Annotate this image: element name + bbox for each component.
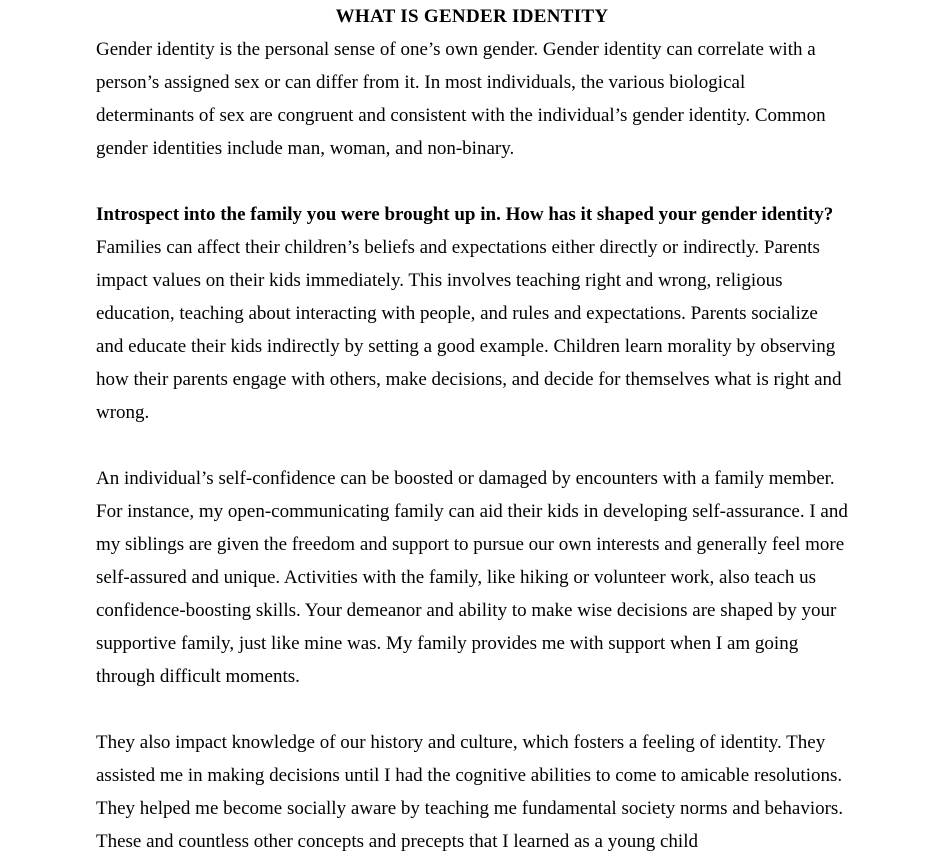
document-title: WHAT IS GENDER IDENTITY <box>335 6 609 27</box>
document-content <box>96 0 848 858</box>
paragraph-gender-identity-definition: Gender identity is the personal sense of one’s own gender. Gender identity can correlate with a person’s assigned sex or can differ from it. In most individuals, the various biological determinants of sex are congruent and consistent with the individual’s gender identity. Common gender identities include man, woman, and non-binary. <box>96 39 826 159</box>
paragraph-self-confidence: An individual’s self-confidence can be boosted or damaged by encounters with a family member. For instance, my open-communicating family can aid their kids in developing self-assurance. I and my siblings are given the freedom and support to pursue our own interests and generally feel more self-assured and unique. Activities with the family, like hiking or volunteer work, also teach us confidence-boosting skills. Your demeanor and ability to make wise decisions are shaped by your supportive family, just like mine was. My family provides me with support when I am going through difficult moments. <box>96 468 848 687</box>
section-heading-family-introspection: Introspect into the family you were brought up in. How has it shaped your gender identity? <box>96 204 834 225</box>
paragraph-history-culture: They also impact knowledge of our history and culture, which fosters a feeling of identity. They assisted me in making decisions until I had the cognitive abilities to come to amicable resolutions. They helped me become socially aware by teaching me fundamental society norms and behaviors. These and countless other concepts and precepts that I learned as a young child <box>96 732 844 852</box>
paragraph-family-influence: Families can affect their children’s beliefs and expectations either directly or indirectly. Parents impact values on their kids immediately. This involves teaching right and wrong, religious education, teaching about interacting with people, and rules and expectations. Parents socialize and educate their kids indirectly by setting a good example. Children learn morality by observing how their parents engage with others, make decisions, and decide for themselves what is right and wrong. <box>96 237 842 423</box>
